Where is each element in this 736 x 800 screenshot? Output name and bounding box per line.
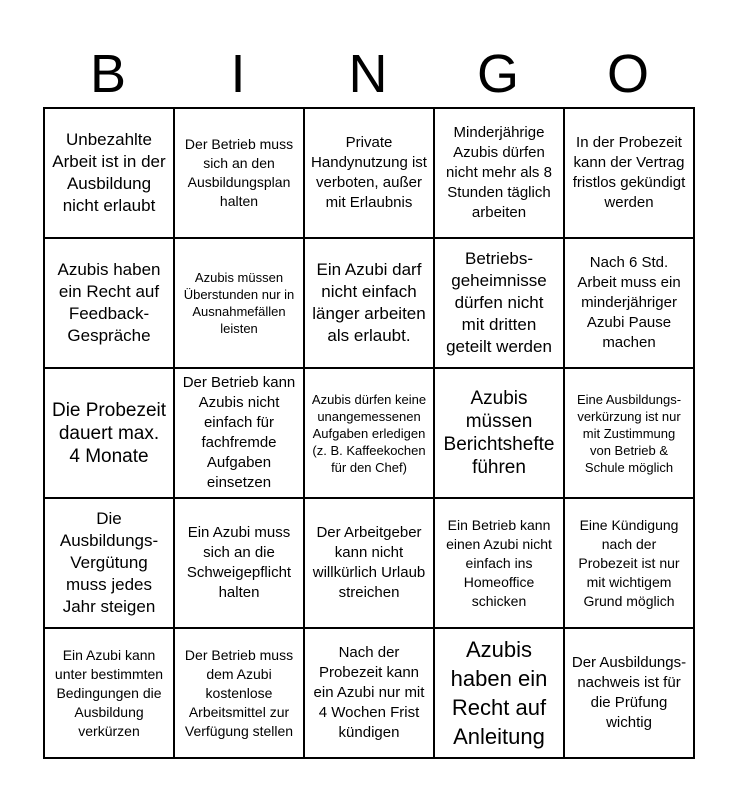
bingo-cell[interactable]: Der Betrieb kann Azubis nicht einfach für fachfremde Aufgaben einsetzen [174,368,304,498]
bingo-row [44,108,694,238]
bingo-header [43,40,693,108]
bingo-cell[interactable]: In der Probezeit kann der Vertrag fristlos gekündigt werden [564,108,694,238]
header-letter-i: I [230,44,246,104]
header-letter-o: O [606,44,649,104]
header-letter-n: N [348,44,388,104]
bingo-cell[interactable]: Der Betrieb muss sich an den Ausbildungsplan halten [174,108,304,238]
bingo-cell[interactable]: Nach 6 Std. Arbeit muss ein minderjähriger Azubi Pause machen [564,238,694,368]
bingo-cell[interactable]: Die Probezeit dauert max. 4 Monate [44,368,174,498]
bingo-cell[interactable]: Betriebs-geheimnisse dürfen nicht mit dritten geteilt werden [434,238,564,368]
bingo-row [44,498,694,628]
bingo-cell[interactable]: Ein Betrieb kann einen Azubi nicht einfach ins Homeoffice schicken [434,498,564,628]
header-letter-b: B [89,44,127,104]
bingo-cell[interactable]: Eine Ausbildungs-verkürzung ist nur mit Zustimmung von Betrieb & Schule möglich [564,368,694,498]
bingo-cell[interactable]: Ein Azubi muss sich an die Schweigepflicht halten [174,498,304,628]
bingo-cell[interactable]: Azubis haben ein Recht auf Anleitung [434,628,564,758]
bingo-cell[interactable]: Eine Kündigung nach der Probezeit ist nur mit wichtigem Grund möglich [564,498,694,628]
bingo-cell[interactable]: Azubis müssen Berichtshefte führen [434,368,564,498]
bingo-card [43,107,695,759]
bingo-cell[interactable]: Azubis haben ein Recht auf Feedback-Gespräche [44,238,174,368]
bingo-row [44,628,694,758]
bingo-cell[interactable]: Die Ausbildungs-Vergütung muss jedes Jahr steigen [44,498,174,628]
bingo-cell[interactable]: Der Arbeitgeber kann nicht willkürlich Urlaub streichen [304,498,434,628]
bingo-cell[interactable]: Ein Azubi darf nicht einfach länger arbeiten als erlaubt. [304,238,434,368]
header-letter-g: G [476,44,519,104]
bingo-row [44,368,694,498]
bingo-row [44,238,694,368]
bingo-cell[interactable]: Der Ausbildungs-nachweis ist für die Prüfung wichtig [564,628,694,758]
bingo-cell[interactable]: Private Handynutzung ist verboten, außer mit Erlaubnis [304,108,434,238]
bingo-cell[interactable]: Der Betrieb muss dem Azubi kostenlose Arbeitsmittel zur Verfügung stellen [174,628,304,758]
bingo-cell[interactable]: Ein Azubi kann unter bestimmten Bedingungen die Ausbildung verkürzen [44,628,174,758]
bingo-cell[interactable]: Minderjährige Azubis dürfen nicht mehr als 8 Stunden täglich arbeiten [434,108,564,238]
bingo-cell[interactable]: Unbezahlte Arbeit ist in der Ausbildung nicht erlaubt [44,108,174,238]
bingo-cell[interactable]: Azubis dürfen keine unangemessenen Aufgaben erledigen (z. B. Kaffeekochen für den Chef) [304,368,434,498]
bingo-cell[interactable]: Azubis müssen Überstunden nur in Ausnahmefällen leisten [174,238,304,368]
bingo-cell[interactable]: Nach der Probezeit kann ein Azubi nur mit 4 Wochen Frist kündigen [304,628,434,758]
